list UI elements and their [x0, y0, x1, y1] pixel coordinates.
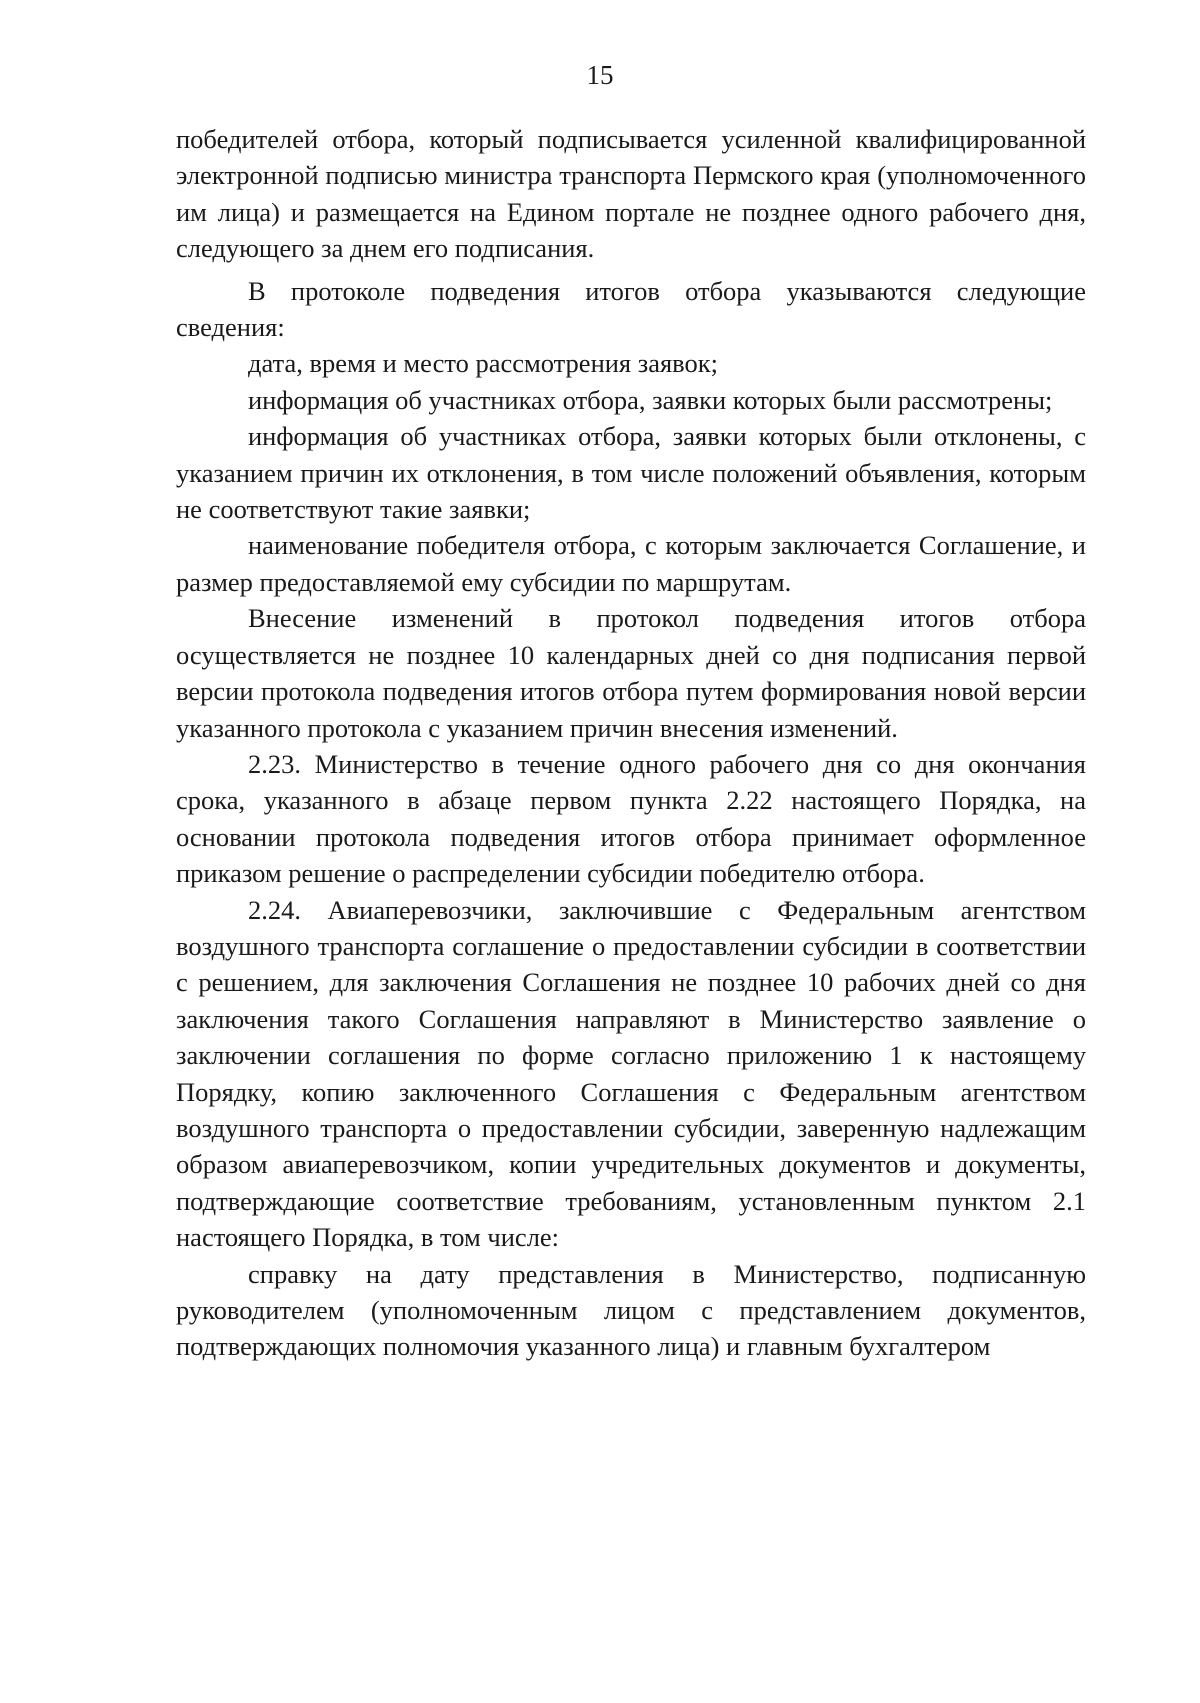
paragraph-list-winner: наименование победителя отбора, с которым заключается Соглашение, и размер предоставляемой ему субсидии по маршрутам. [176, 530, 1086, 597]
paragraph-list-date: дата, время и место рассмотрения заявок; [248, 348, 718, 379]
paragraph-continuation: победителей отбора, который подписывается усиленной квалифицированной электронной подписью министра транспорта Пермского края (уполномоченного им лица) и размещается на Едином портале не позднее одного рабочего дня, следующего за днем его подписания. [176, 124, 1086, 264]
paragraph-protocol-changes: Внесение изменений в протокол подведения итогов отбора осуществляется не позднее 10 календарных дней со дня подписания первой версии протокола подведения итогов отбора путем формирования новой версии указанного протокола с указанием причин внесения изменений. [176, 603, 1086, 743]
paragraph-clause-2-23: 2.23. Министерство в течение одного рабочего дня со дня окончания срока, указанного в абзаце первом пункта 2.22 настоящего Порядка, на основании протокола подведения итогов отбора принимает оформленное приказом решение о распределении субсидии победителю отбора. [176, 748, 1086, 889]
paragraph-certificate: справку на дату представления в Министерство, подписанную руководителем (уполномоченным лицом с представлением документов, подтверждающих полномочия указанного лица) и главным бухгалтером [176, 1258, 1086, 1362]
paragraph-clause-2-24: 2.24. Авиаперевозчики, заключившие с Федеральным агентством воздушного транспорта соглашение о предоставлении субсидии в соответствии с решением, для заключения Соглашения не позднее 10 рабочих дней со дня заключения такого Соглашения направляют в Министерство заявление о заключении соглашения по форме согласно приложению 1 к настоящему Порядку, копию заключенного Соглашения с Федеральным агентством воздушного транспорта о предоставлении субсидии, заверенную надлежащим образом авиаперевозчиком, копии учредительных документов и документы, подтверждающие соответствие требованиям, установленным пунктом 2.1 настоящего Порядка, в том числе: [176, 894, 1086, 1253]
paragraph-protocol-info: В протоколе подведения итогов отбора указываются следующие сведения: [176, 275, 1086, 343]
paragraph-list-rejected: информация об участниках отбора, заявки которых были отклонены, с указанием причин их отклонения, в том числе положений объявления, которым не соответствуют такие заявки; [176, 421, 1086, 525]
paragraph-list-reviewed: информация об участниках отбора, заявки которых были рассмотрены; [248, 384, 1053, 415]
document-text [176, 121, 1086, 1365]
page-number: 15 [586, 60, 614, 90]
